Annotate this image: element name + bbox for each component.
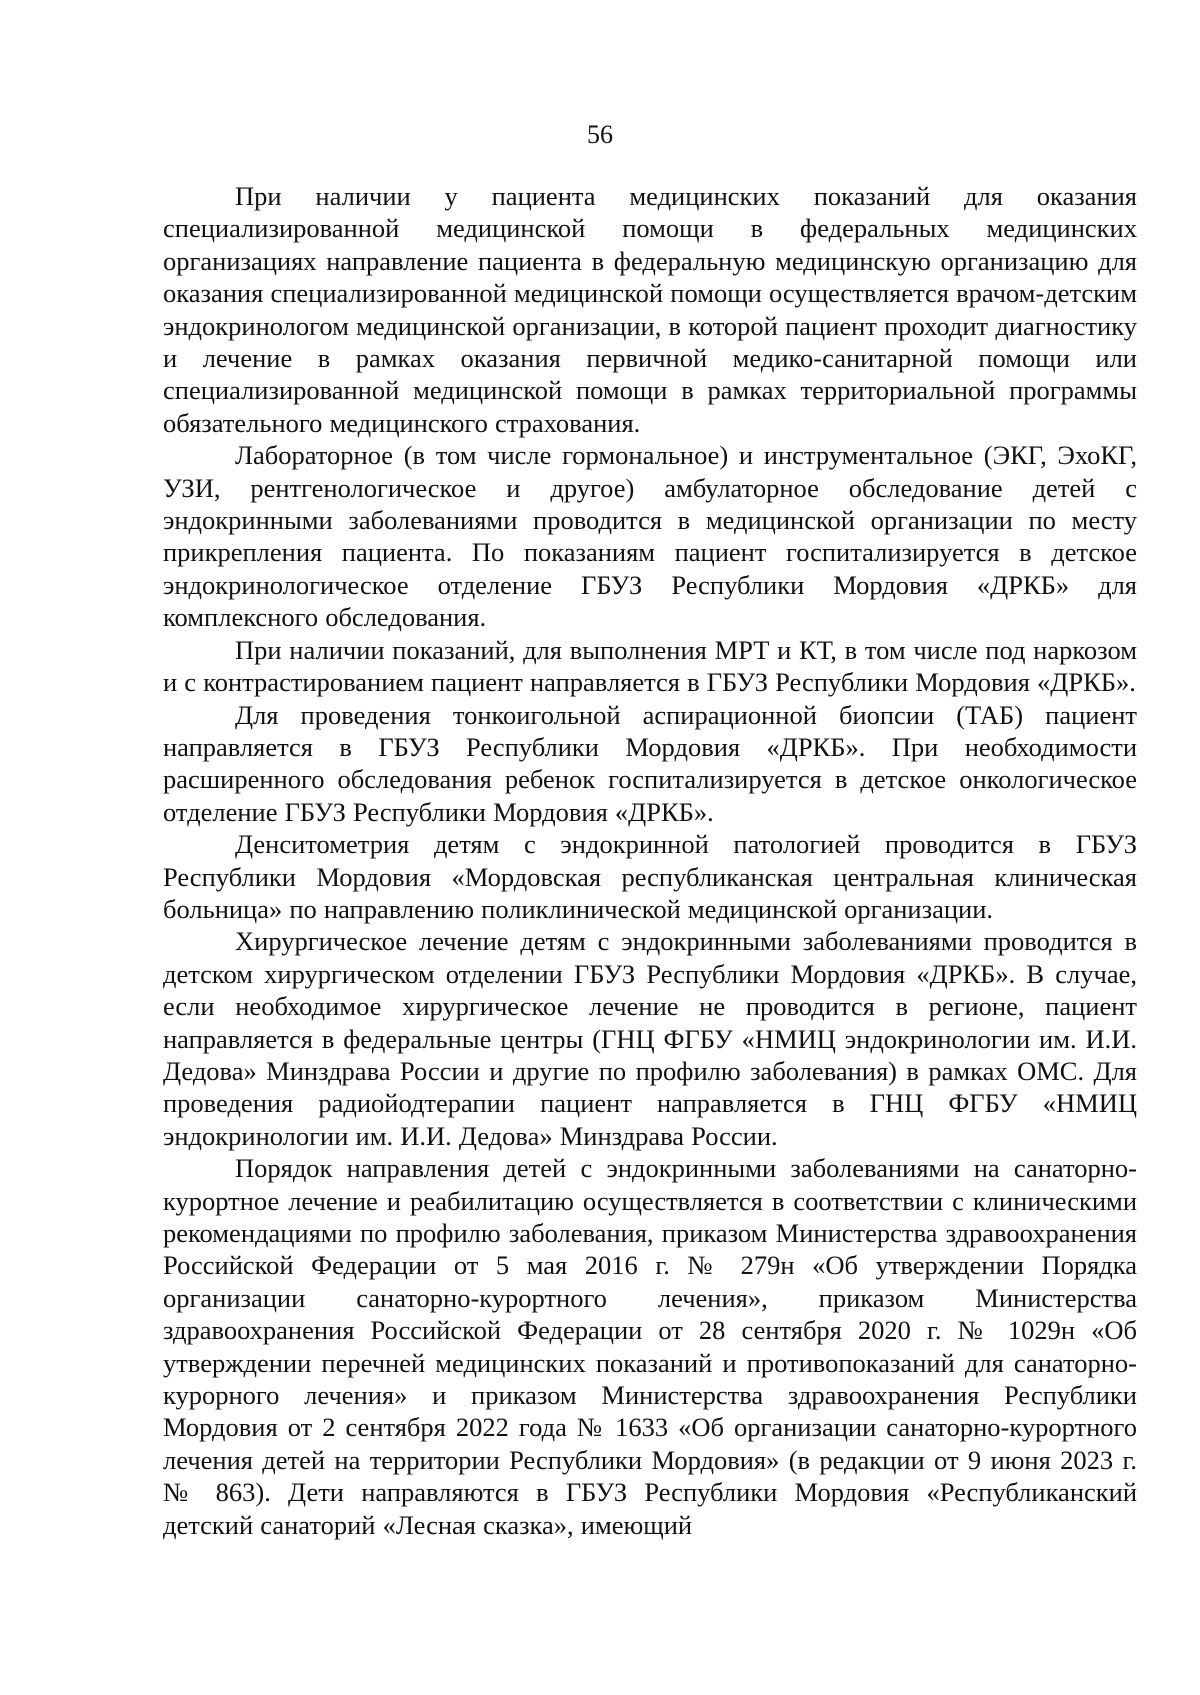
page-number: 56 (587, 120, 613, 149)
paragraph-fine-needle-biopsy: Для проведения тонкоигольной аспирационной биопсии (ТАБ) пациент направляется в ГБУЗ Республики Мордовия «ДРКБ». При необходимости расширенного обследования ребенок госпитализируется в детское онкологическое отделение ГБУЗ Республики Мордовия «ДРКБ». (163, 699, 1137, 827)
paragraph-mri-ct: При наличии показаний, для выполнения МРТ и КТ, в том числе под наркозом и с контрастированием пациент направляется в ГБУЗ Республики Мордовия «ДРКБ». (163, 634, 1137, 698)
paragraph-densitometry: Денситометрия детям с эндокринной патологией проводится в ГБУЗ Республики Мордовия «Мордовская республиканская центральная клиническая больница» по направлению поликлинической медицинской организации. (163, 829, 1137, 924)
document-body (163, 180, 1137, 1541)
paragraph-surgical-treatment: Хирургическое лечение детям с эндокринными заболеваниями проводится в детском хирургическом отделении ГБУЗ Республики Мордовия «ДРКБ». В случае, если необходимое хирургическое лечение не проводится в регионе, пациент направляется в федеральные центры (ГНЦ ФГБУ «НМИЦ эндокринологии им. И.И. Дедова» Минздрава России и другие по профилю заболевания) в рамках ОМС. Для проведения радиойодтерапии пациент направляется в ГНЦ ФГБУ «НМИЦ эндокринологии им. И.И. Дедова» Минздрава России. (163, 926, 1137, 1151)
paragraph-specialized-care-referral: При наличии у пациента медицинских показаний для оказания специализированной медицинской помощи в федеральных медицинских организациях направление пациента в федеральную медицинскую организацию для оказания специализированной медицинской помощи осуществляется врачом-детским эндокринологом медицинской организации, в которой пациент проходит диагностику и лечение в рамках оказания первичной медико-санитарной помощи или специализированной медицинской помощи в рамках территориальной программы обязательного медицинского страхования. (163, 181, 1137, 438)
paragraph-lab-instrumental-exam: Лабораторное (в том числе гормональное) и инструментальное (ЭКГ, ЭхоКГ, УЗИ, рентгенологическое и другое) амбулаторное обследование детей с эндокринными заболеваниями проводится в медицинской организации по месту прикрепления пациента. По показаниям пациент госпитализируется в детское эндокринологическое отделение ГБУЗ Республики Мордовия «ДРКБ» для комплексного обследования. (163, 440, 1137, 633)
paragraph-sanatorium-treatment: Порядок направления детей с эндокринными заболеваниями на санаторно-курортное лечение и реабилитацию осуществляется в соответствии с клиническими рекомендациями по профилю заболевания, приказом Министерства здравоохранения Российской Федерации от 5 мая 2016 г. № 279н «Об утверждении Порядка организации санаторно-курортного лечения», приказом Министерства здравоохранения Российской Федерации от 28 сентября 2020 г. № 1029н «Об утверждении перечней медицинских показаний и противопоказаний для санаторно-курорного лечения» и приказом Министерства здравоохранения Республики Мордовия от 2 сентября 2022 года № 1633 «Об организации санаторно-курортного лечения детей на территории Республики Мордовия» (в редакции от 9 июня 2023 г. № 863). Дети направляются в ГБУЗ Республики Мордовия «Республиканский детский санаторий «Лесная сказка», имеющий (163, 1153, 1137, 1540)
